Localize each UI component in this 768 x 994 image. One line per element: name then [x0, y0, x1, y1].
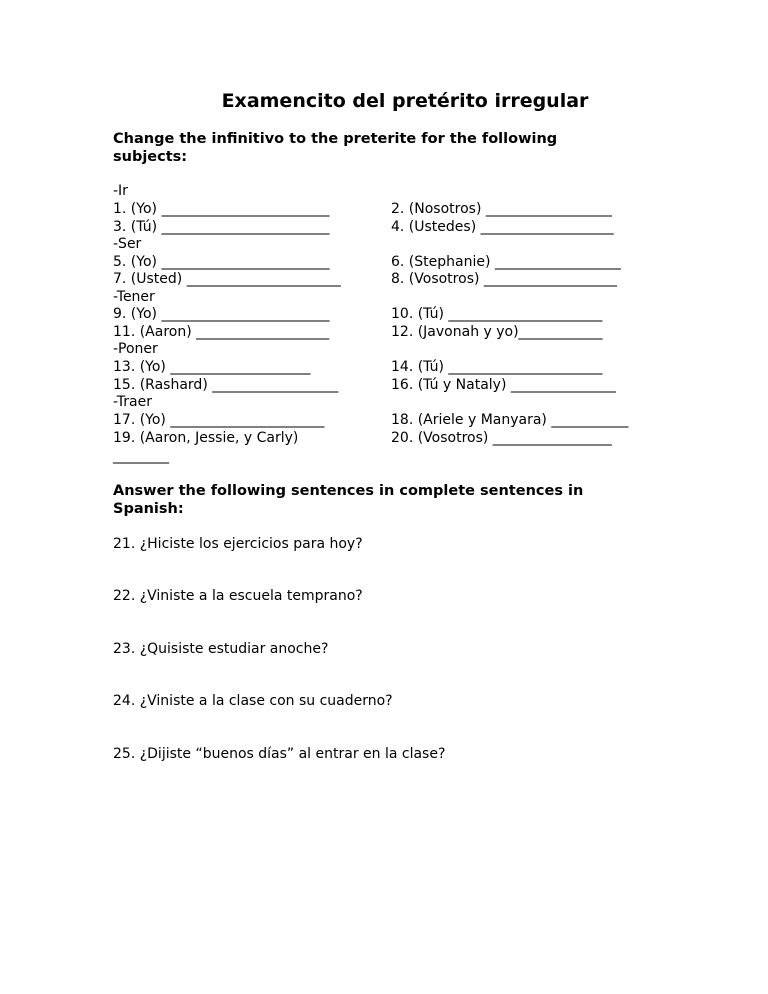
question-22: 22. ¿Viniste a la escuela temprano?	[113, 588, 363, 604]
verb-heading-ser: -Ser	[113, 236, 142, 252]
item-19: 19. (Aaron, Jessie, y Carly)	[113, 430, 299, 446]
item-5: 5. (Yo) ________________________	[113, 254, 330, 270]
verb-heading-ir: -Ir	[113, 183, 128, 199]
item-7: 7. (Usted) ______________________	[113, 271, 341, 287]
item-17: 17. (Yo) ______________________	[113, 412, 325, 428]
item-1: 1. (Yo) ________________________	[113, 201, 330, 217]
verb-heading-traer: -Traer	[113, 394, 152, 410]
question-24: 24. ¿Viniste a la clase con su cuaderno?	[113, 693, 393, 709]
item-18: 18. (Ariele y Manyara) ___________	[391, 412, 629, 428]
item-9: 9. (Yo) ________________________	[113, 306, 330, 322]
item-10: 10. (Tú) ______________________	[391, 306, 603, 322]
verb-heading-poner: -Poner	[113, 341, 158, 357]
item-2: 2. (Nosotros) __________________	[391, 201, 612, 217]
item-11: 11. (Aaron) ___________________	[113, 324, 330, 340]
item-4: 4. (Ustedes) ___________________	[391, 219, 614, 235]
item-13: 13. (Yo) ____________________	[113, 359, 311, 375]
page-title: Examencito del pretérito irregular	[221, 90, 589, 112]
question-23: 23. ¿Quisiste estudiar anoche?	[113, 641, 329, 657]
item-3: 3. (Tú) ________________________	[113, 219, 330, 235]
verb-heading-tener: -Tener	[113, 289, 155, 305]
item-12: 12. (Javonah y yo)____________	[391, 324, 603, 340]
instructions-preterite: Change the infinitivo to the preterite for the following subjects:	[113, 131, 558, 165]
item-19-blank: ________	[113, 448, 169, 464]
item-20: 20. (Vosotros) _________________	[391, 430, 612, 446]
item-14: 14. (Tú) ______________________	[391, 359, 603, 375]
instructions-answer: Answer the following sentences in complete sentences in Spanish:	[113, 483, 584, 517]
item-8: 8. (Vosotros) ___________________	[391, 271, 617, 287]
question-25: 25. ¿Dijiste “buenos días” al entrar en la clase?	[113, 746, 446, 762]
question-21: 21. ¿Hiciste los ejercicios para hoy?	[113, 536, 363, 552]
item-16: 16. (Tú y Nataly) _______________	[391, 377, 616, 393]
item-15: 15. (Rashard) __________________	[113, 377, 339, 393]
item-6: 6. (Stephanie) __________________	[391, 254, 621, 270]
